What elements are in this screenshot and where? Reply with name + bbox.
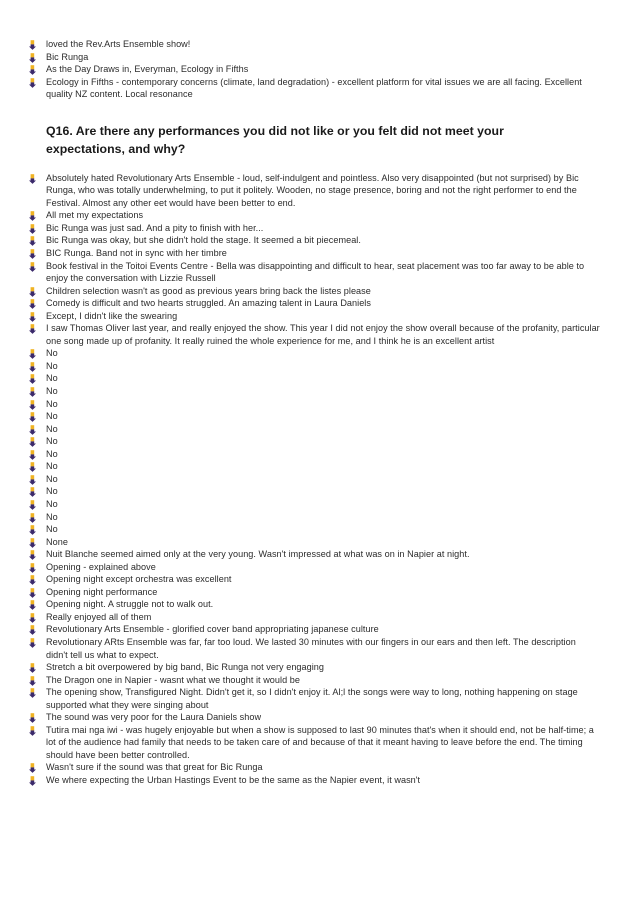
list-item bbox=[28, 548, 600, 561]
list-item bbox=[28, 297, 600, 310]
pen-marker-bullet bbox=[28, 625, 37, 635]
response-text: Opening night. A struggle not to walk out. bbox=[46, 599, 214, 610]
list-item bbox=[28, 372, 600, 385]
response-text: No bbox=[46, 524, 58, 535]
pen-marker-bullet bbox=[28, 287, 37, 297]
response-text: Opening - explained above bbox=[46, 561, 156, 572]
response-text: I saw Thomas Oliver last year, and really enjoyed the show. This year I did not enjoy the show overall because of the profanity, particular one song made up of profanity. It really ruined the whole experience for me, and I think he is an excellent artist bbox=[46, 323, 600, 346]
pen-marker-bullet bbox=[28, 324, 37, 334]
response-text: No bbox=[46, 398, 58, 409]
list-item bbox=[28, 285, 600, 298]
response-text: Bic Runga bbox=[46, 51, 89, 62]
response-text: No bbox=[46, 498, 58, 509]
pen-marker-bullet bbox=[28, 726, 37, 736]
response-text: No bbox=[46, 423, 58, 434]
list-item bbox=[28, 536, 600, 549]
response-text: No bbox=[46, 486, 58, 497]
pen-marker-bullet bbox=[28, 425, 37, 435]
previous-question-response-list bbox=[28, 38, 600, 101]
pen-marker-bullet bbox=[28, 613, 37, 623]
response-text: Except, I didn't like the swearing bbox=[46, 310, 178, 321]
response-text: We where expecting the Urban Hastings Event to be the same as the Napier event, it wasn't bbox=[46, 774, 421, 785]
pen-marker-bullet bbox=[28, 676, 37, 686]
response-text: Comedy is difficult and two hearts struggled. An amazing talent in Laura Daniels bbox=[46, 298, 371, 309]
list-item bbox=[28, 385, 600, 398]
question-heading: Q16. Are there any performances you did not like or you felt did not meet your expectations, and why? bbox=[46, 123, 504, 156]
pen-marker-bullet bbox=[28, 550, 37, 560]
list-item bbox=[28, 247, 600, 260]
list-item bbox=[28, 310, 600, 323]
response-text: The Dragon one in Napier - wasnt what we thought it would be bbox=[46, 674, 300, 685]
pen-marker-bullet bbox=[28, 65, 37, 75]
list-item bbox=[28, 623, 600, 636]
list-item bbox=[28, 561, 600, 574]
response-text: All met my expectations bbox=[46, 210, 144, 221]
pen-marker-bullet bbox=[28, 462, 37, 472]
response-text: No bbox=[46, 348, 58, 359]
response-text: The opening show, Transfigured Night. Didn't get it, so I didn't enjoy it. Al;l the songs were way to long, nothing happening on stage supported what they were singing about bbox=[46, 687, 578, 710]
response-text: Tutira mai nga iwi - was hugely enjoyable but when a show is supposed to last 90 minutes that's when it should end, not be half-time; a lot of the audience had family that needs to be taken care of and because of that it meant having to leave before the end. The timing should have been better controlled. bbox=[46, 724, 594, 760]
pen-marker-bullet bbox=[28, 362, 37, 372]
list-item bbox=[28, 260, 600, 285]
response-text: None bbox=[46, 536, 68, 547]
list-item bbox=[28, 398, 600, 411]
response-text: Absolutely hated Revolutionary Arts Ensemble - loud, self-indulgent and pointless. Also very disappointed (but not surprised) by Bic Runga, who was totally underwhelming, to put it politely. Wooden, no stage presence, boring and not the right performer to end the Festival. Almost any other eet would have been better to end. bbox=[46, 172, 579, 208]
pen-marker-bullet bbox=[28, 78, 37, 88]
response-text: No bbox=[46, 461, 58, 472]
list-item bbox=[28, 523, 600, 536]
response-text: Really enjoyed all of them bbox=[46, 611, 152, 622]
list-item bbox=[28, 410, 600, 423]
list-item bbox=[28, 485, 600, 498]
list-item bbox=[28, 473, 600, 486]
list-item bbox=[28, 460, 600, 473]
list-item bbox=[28, 711, 600, 724]
list-item bbox=[28, 498, 600, 511]
pen-marker-bullet bbox=[28, 500, 37, 510]
pen-marker-bullet bbox=[28, 211, 37, 221]
pen-marker-bullet bbox=[28, 475, 37, 485]
pen-marker-bullet bbox=[28, 600, 37, 610]
response-text: Opening night except orchestra was excellent bbox=[46, 574, 232, 585]
list-item bbox=[28, 611, 600, 624]
list-item bbox=[28, 209, 600, 222]
pen-marker-bullet bbox=[28, 763, 37, 773]
list-item bbox=[28, 435, 600, 448]
response-text: Book festival in the Toitoi Events Centre - Bella was disappointing and difficult to hear, seat placement was too far away to be able to enjoy the conversation with Lizzie Russell bbox=[46, 260, 585, 284]
list-item bbox=[28, 234, 600, 247]
pen-marker-bullet bbox=[28, 575, 37, 585]
response-text: Wasn't sure if the sound was that great for Bic Runga bbox=[46, 762, 263, 773]
list-item bbox=[28, 172, 600, 210]
list-item bbox=[28, 774, 600, 787]
pen-marker-bullet bbox=[28, 249, 37, 259]
list-item bbox=[28, 674, 600, 687]
list-item bbox=[28, 423, 600, 436]
list-item bbox=[28, 76, 600, 101]
pen-marker-bullet bbox=[28, 563, 37, 573]
response-text: Revolutionary ARts Ensemble was far, far too loud. We lasted 30 minutes with our fingers in our ears and then left. The description didn't tell us what to expect. bbox=[46, 636, 576, 660]
pen-marker-bullet bbox=[28, 513, 37, 523]
response-text: Nuit Blanche seemed aimed only at the very young. Wasn't impressed at what was on in Napier at night. bbox=[46, 549, 470, 560]
response-text: Children selection wasn't as good as previous years bring back the listes please bbox=[46, 285, 371, 296]
response-text: No bbox=[46, 386, 58, 397]
question-response-list bbox=[28, 172, 600, 787]
response-text: The sound was very poor for the Laura Daniels show bbox=[46, 712, 262, 723]
response-text: Stretch a bit overpowered by big band, Bic Runga not very engaging bbox=[46, 662, 325, 673]
pen-marker-bullet bbox=[28, 387, 37, 397]
pen-marker-bullet bbox=[28, 538, 37, 548]
pen-marker-bullet bbox=[28, 236, 37, 246]
list-item bbox=[28, 322, 600, 347]
pen-marker-bullet bbox=[28, 450, 37, 460]
list-item bbox=[28, 63, 600, 76]
pen-marker-bullet bbox=[28, 349, 37, 359]
list-item bbox=[28, 51, 600, 64]
pen-marker-bullet bbox=[28, 299, 37, 309]
pen-marker-bullet bbox=[28, 688, 37, 698]
response-text: BIC Runga. Band not in sync with her timbre bbox=[46, 248, 227, 259]
list-item bbox=[28, 573, 600, 586]
list-item bbox=[28, 448, 600, 461]
pen-marker-bullet bbox=[28, 40, 37, 50]
response-text: Bic Runga was just sad. And a pity to finish with her... bbox=[46, 222, 264, 233]
pen-marker-bullet bbox=[28, 262, 37, 272]
response-text: loved the Rev.Arts Ensemble show! bbox=[46, 39, 191, 49]
pen-marker-bullet bbox=[28, 374, 37, 384]
list-item bbox=[28, 511, 600, 524]
list-item bbox=[28, 586, 600, 599]
pen-marker-bullet bbox=[28, 437, 37, 447]
response-text: No bbox=[46, 511, 58, 522]
list-item bbox=[28, 347, 600, 360]
list-item bbox=[28, 761, 600, 774]
response-text: No bbox=[46, 373, 58, 384]
list-item bbox=[28, 598, 600, 611]
pen-marker-bullet bbox=[28, 224, 37, 234]
pen-marker-bullet bbox=[28, 174, 37, 184]
response-text: Opening night performance bbox=[46, 586, 158, 597]
pen-marker-bullet bbox=[28, 400, 37, 410]
pen-marker-bullet bbox=[28, 525, 37, 535]
pen-marker-bullet bbox=[28, 713, 37, 723]
list-item bbox=[28, 636, 600, 661]
list-item bbox=[28, 222, 600, 235]
pen-marker-bullet bbox=[28, 663, 37, 673]
pen-marker-bullet bbox=[28, 487, 37, 497]
list-item bbox=[28, 661, 600, 674]
response-text: No bbox=[46, 436, 58, 447]
response-text: No bbox=[46, 360, 58, 371]
pen-marker-bullet bbox=[28, 53, 37, 63]
pen-marker-bullet bbox=[28, 638, 37, 648]
response-text: No bbox=[46, 473, 58, 484]
pen-marker-bullet bbox=[28, 588, 37, 598]
pen-marker-bullet bbox=[28, 312, 37, 322]
pen-marker-bullet bbox=[28, 412, 37, 422]
response-text: Bic Runga was okay, but she didn't hold the stage. It seemed a bit piecemeal. bbox=[46, 235, 361, 246]
response-text: No bbox=[46, 411, 58, 422]
response-text: Revolutionary Arts Ensemble - glorified cover band appropriating japanese culture bbox=[46, 624, 379, 635]
list-item bbox=[28, 38, 600, 51]
response-text: No bbox=[46, 448, 58, 459]
response-text: Ecology in Fifths - contemporary concerns (climate, land degradation) - excellent platform for vital issues we are all facing. Excellent quality NZ content. Local resonance bbox=[46, 76, 582, 100]
list-item bbox=[28, 724, 600, 762]
response-text: As the Day Draws in, Everyman, Ecology in Fifths bbox=[46, 64, 249, 75]
pen-marker-bullet bbox=[28, 776, 37, 786]
list-item bbox=[28, 360, 600, 373]
list-item bbox=[28, 686, 600, 711]
